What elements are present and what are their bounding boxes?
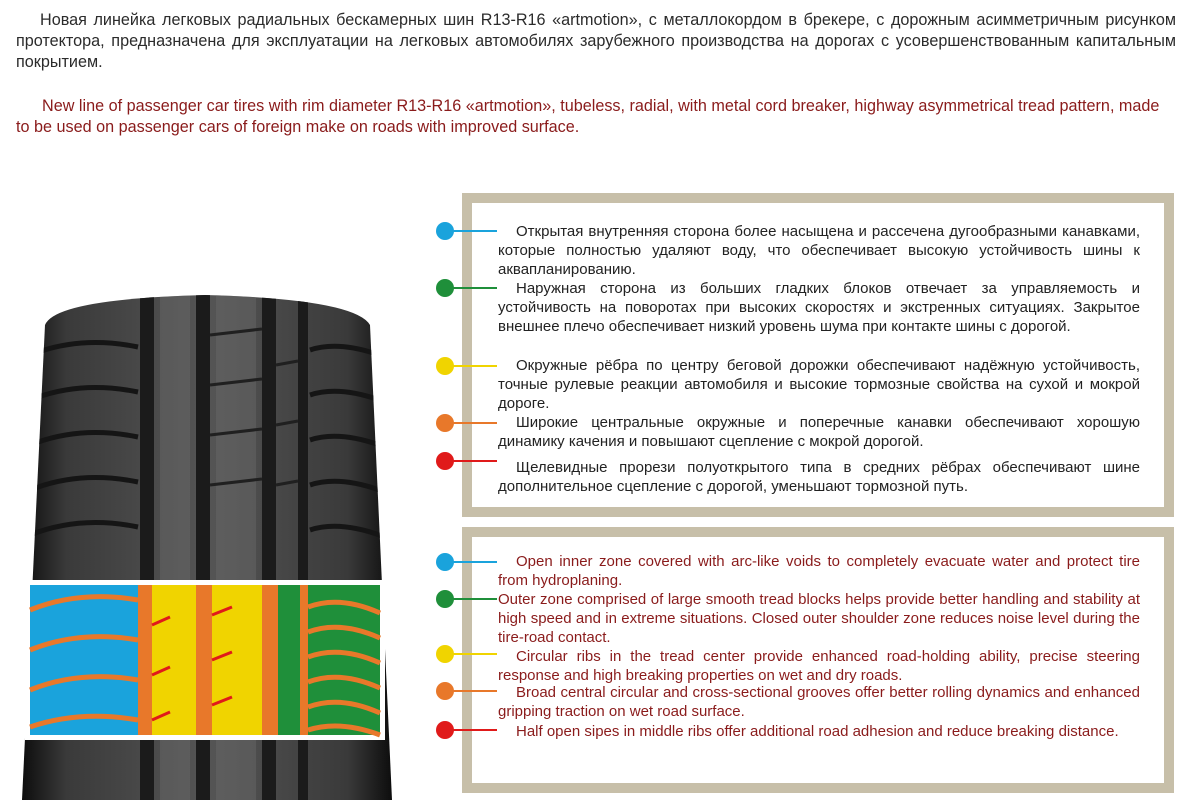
- intro-russian: Новая линейка легковых радиальных бескамерных шин R13-R16 «artmotion», с металлокордом в брекере, с дорожным асимметричным рисунком протектора, предназначена для эксплуатации на легковых автомобилях зарубежного производства на дорогах с усовершенствованным капитальным покрытием.: [16, 11, 1176, 71]
- feature-ru-2: Наружная сторона из больших гладких блоков отвечает за управляемость и устойчивость на поворотах при высоких скоростях и экстренных ситуациях. Закрытое внешнее плечо обеспечивает низкий уровень шума при контакте шины с дорогой.: [498, 280, 1140, 335]
- zone-green-1: [278, 585, 300, 735]
- bullet-green-ru: [436, 279, 454, 297]
- zone-blue: [30, 585, 138, 735]
- zone-orange-2: [196, 585, 212, 735]
- bullet-yellow-ru: [436, 357, 454, 375]
- zone-yellow-1: [152, 585, 196, 735]
- bullet-orange-ru: [436, 414, 454, 432]
- bullet-green-en: [436, 590, 454, 608]
- feature-ru-5: Щелевидные прорези полуоткрытого типа в средних рёбрах обеспечивают шине дополнительное сцепление с дорогой, уменьшают тормозной путь.: [498, 459, 1140, 495]
- bullet-blue-ru: [436, 222, 454, 240]
- tire-image: [0, 295, 410, 800]
- zone-orange-3: [262, 585, 278, 735]
- bullet-red-en: [436, 721, 454, 739]
- feature-en-4: Broad central circular and cross-sectional grooves offer better rolling dynamics and enhanced gripping traction on wet road surface.: [498, 684, 1140, 720]
- feature-en-5: Half open sipes in middle ribs offer additional road adhesion and reduce breaking distance.: [516, 723, 1119, 740]
- bullet-yellow-en: [436, 645, 454, 663]
- feature-en-1: Open inner zone covered with arc-like voids to completely evacuate water and protect tire from hydroplaning.: [498, 553, 1140, 589]
- feature-ru-1: Открытая внутренняя сторона более насыщена и рассечена дугообразными канавками, которые полностью удаляют воду, что обеспечивает высокую устойчивость шины к аквапланированию.: [498, 223, 1140, 278]
- zone-yellow-2: [212, 585, 262, 735]
- tread-zone-diagram: [25, 580, 385, 740]
- bullet-orange-en: [436, 682, 454, 700]
- zone-orange-1: [138, 585, 152, 735]
- zone-orange-4: [300, 585, 308, 735]
- feature-en-3: Circular ribs in the tread center provide enhanced road-holding ability, precise steering response and high breaking properties on wet and dry roads.: [498, 648, 1140, 684]
- bullet-blue-en: [436, 553, 454, 571]
- feature-en-2: Outer zone comprised of large smooth tread blocks helps provide better handling and stability at high speed and in extreme situations. Closed outer shoulder zone reduces noise level during the tire-road contact.: [498, 591, 1140, 646]
- intro-english: New line of passenger car tires with rim diameter R13-R16 «artmotion», tubeless, radial, with metal cord breaker, highway asymmetrical tread pattern, made to be used on passenger cars of foreign make on roads with improved surface.: [16, 97, 1160, 136]
- feature-ru-4: Широкие центральные окружные и поперечные канавки обеспечивают хорошую динамику качения и повышают сцепление с мокрой дорогой.: [498, 414, 1140, 450]
- feature-ru-3: Окружные рёбра по центру беговой дорожки обеспечивают надёжную устойчивость, точные рулевые реакции автомобиля и высокие тормозные свойства на сухой и мокрой дороге.: [498, 357, 1140, 412]
- tire-illustration: [0, 295, 410, 800]
- bullet-red-ru: [436, 452, 454, 470]
